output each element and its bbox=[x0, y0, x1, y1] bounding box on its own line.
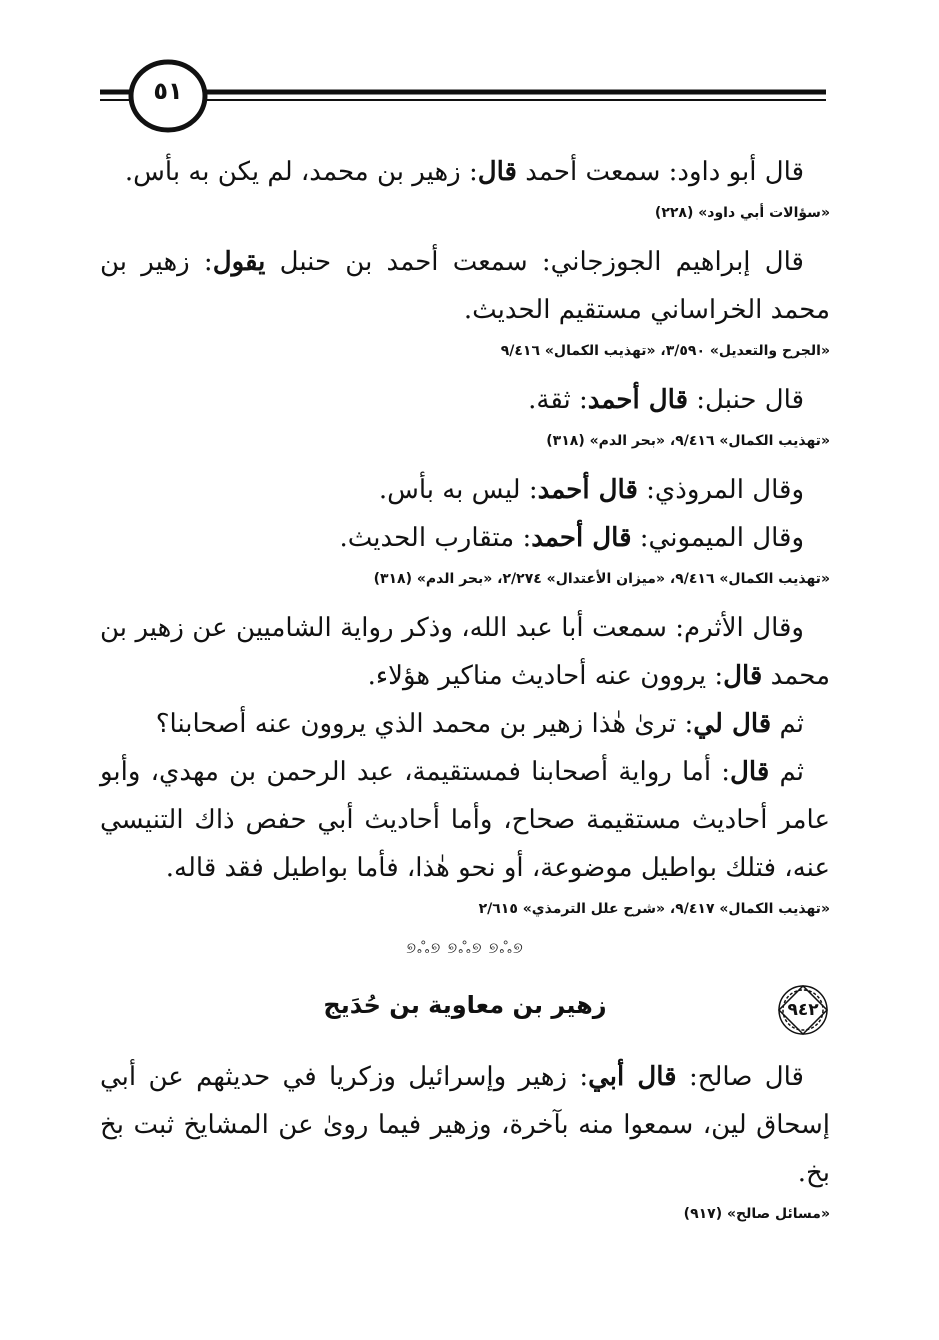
entry-heading bbox=[100, 979, 830, 1043]
paragraph: ثم قال: أما رواية أصحابنا فمستقيمة، عبد الرحمن بن مهدي، وأبو عامر أحاديث مستقيمة صحاح، وأما أحاديث أبي حفص ذاك التنيسي عنه، فتلك بواطيل موضوعة، أو نحو هٰذا، فأما بواطيل فقد قاله. bbox=[100, 757, 830, 883]
citation: «تهذيب الكمال» ٩/٤١٦، «بحر الدم» (٣١٨) bbox=[546, 433, 830, 449]
page-body bbox=[100, 140, 830, 1239]
paragraph: قال حنبل: قال أحمد: ثقة. bbox=[528, 385, 804, 415]
paragraph: قال إبراهيم الجوزجاني: سمعت أحمد بن حنبل يقول: زهير بن محمد الخراساني مستقيم الحديث. bbox=[100, 247, 830, 325]
paragraph: ثم قال لي: ترىٰ هٰذا زهير بن محمد الذي يروون عنه أصحابنا؟ bbox=[155, 709, 804, 739]
paragraph: قال صالح: قال أبي: زهير وإسرائيل وزكريا في حديثهم عن أبي إسحاق لين، سمعوا منه بآخرة، وزهير فيما روىٰ عن المشايخ ثبت بخ بخ. bbox=[100, 1062, 830, 1188]
entry-title: زهير بن معاوية بن حُدَيج bbox=[323, 991, 607, 1019]
page-number: ٥١ bbox=[153, 77, 183, 105]
citation: «مسائل صالح» (٩١٧) bbox=[683, 1206, 830, 1222]
paragraph: وقال المروذي: قال أحمد: ليس به بأس. bbox=[378, 475, 804, 505]
citation: «سؤالات أبي داود» (٢٢٨) bbox=[654, 205, 830, 221]
citation: «الجرح والتعديل» ٣/٥٩٠، «تهذيب الكمال» ٩/٤١٦ bbox=[500, 343, 830, 359]
section-divider-ornament: ୭ஃ୭ ୭ஃ୭ ୭ஃ୭ bbox=[406, 938, 524, 957]
paragraph: قال أبو داود: سمعت أحمد قال: زهير بن محمد، لم يكن به بأس. bbox=[124, 157, 804, 187]
citation: «تهذيب الكمال» ٩/٤١٧، «شرح علل الترمذي» ٢/٦١٥ bbox=[478, 901, 830, 917]
citation: «تهذيب الكمال» ٩/٤١٦، «ميزان الأعتدال» ٢/٢٧٤، «بحر الدم» (٣١٨) bbox=[373, 571, 830, 587]
paragraph: وقال الميموني: قال أحمد: متقارب الحديث. bbox=[339, 523, 804, 553]
paragraph: وقال الأثرم: سمعت أبا عبد الله، وذكر رواية الشاميين عن زهير بن محمد قال: يروون عنه أحاديث مناكير هؤلاء. bbox=[100, 613, 830, 691]
page-header bbox=[0, 0, 939, 140]
entry-number: ٩٤٢ bbox=[787, 1000, 819, 1020]
